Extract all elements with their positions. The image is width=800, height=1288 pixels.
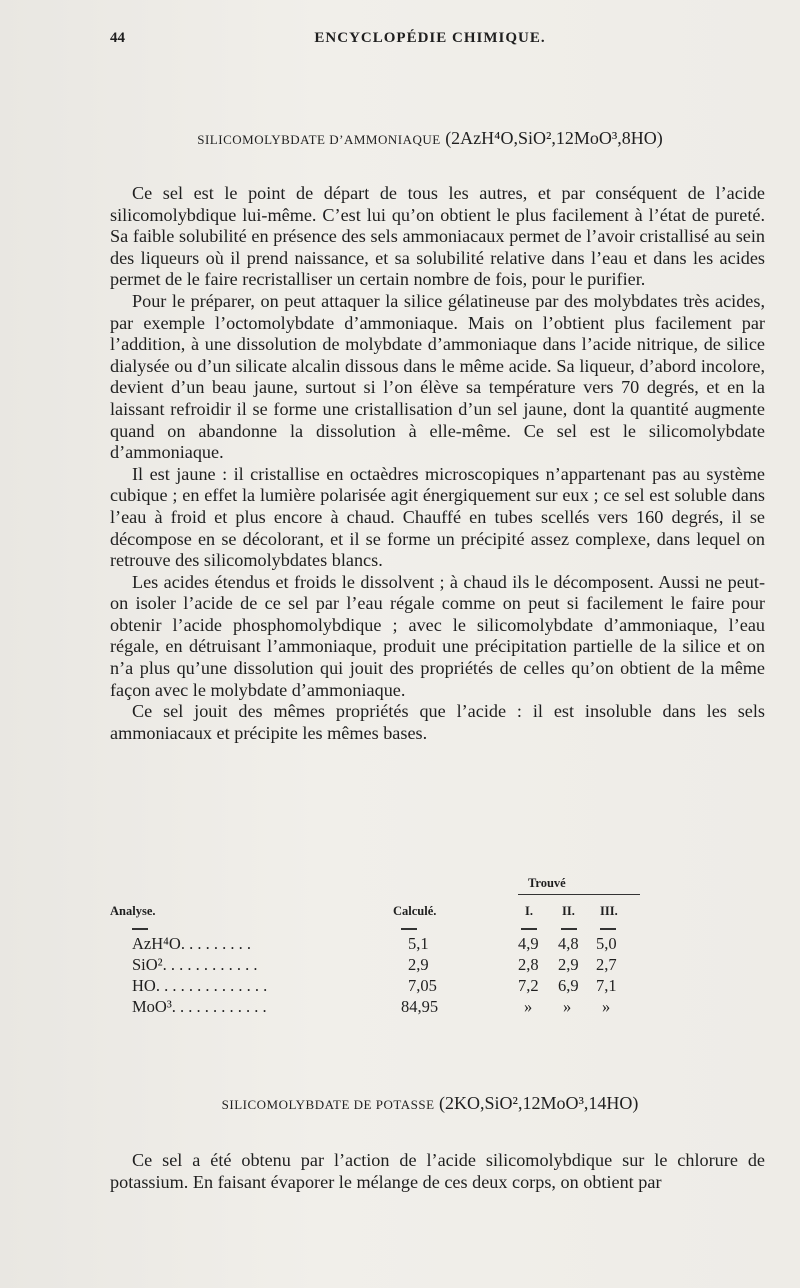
page-header xyxy=(110,30,750,52)
paragraph: Ce sel jouit des mêmes propriétés que l’acide : il est insoluble dans les sels ammoniacaux et précipite les mêmes bases. xyxy=(110,701,765,743)
row-label: SiO². . . . . . . . . . . . xyxy=(132,955,258,974)
header-rule xyxy=(521,928,537,930)
trial-2-value: 2,9 xyxy=(558,955,579,974)
trial-3-value: 5,0 xyxy=(596,934,617,953)
header-rule xyxy=(600,928,616,930)
paragraph: Ce sel est le point de départ de tous les autres, et par conséquent de l’acide silicomolybdique lui-même. C’est lui qu’on obtient le plus facilement à l’état de pureté. Sa faible solubilité en présence des sels ammoniacaux permet de l’avoir cristallisé au sein des liqueurs où il prend naissance, et sa solubilité relative dans l’eau et dans les acides permet de le faire recristalliser un certain nombre de fois, pour le purifier. xyxy=(110,183,765,290)
header-calcule: Calculé. xyxy=(393,904,437,918)
section-title-formula: (2AzH⁴O,SiO²,12MoO³,8HO) xyxy=(445,128,663,148)
row-label: MoO³. . . . . . . . . . . . xyxy=(132,997,267,1016)
paragraph: Pour le préparer, on peut attaquer la silice gélatineuse par des molybdates très acides, par exemple l’octomolybdate d’ammoniaque. Mais on l’obtient plus facilement par l’addition, à une dissolution de molybdate d’ammoniaque dans l’acide nitrique, de silice dialysée ou d’un silicate alcalin dissous dans le même acide. Sa liqueur, d’abord incolore, devient d’un beau jaune, surtout si l’on élève sa température vers 70 degrés, et en la laissant refroidir il se forme une cristallisation d’un sel jaune, dont la quantité augmente quand on abandonne la dissolution à elle-même. Ce sel est le silicomolybdate d’ammoniaque. xyxy=(110,290,765,463)
row-label: AzH⁴O. . . . . . . . . xyxy=(132,934,251,953)
trial-2-value: » xyxy=(563,997,572,1016)
header-trial-2: II. xyxy=(562,904,575,918)
trial-3-value: 7,1 xyxy=(596,976,617,995)
trial-1-value: 4,9 xyxy=(518,934,539,953)
analysis-table xyxy=(110,870,750,1020)
trial-3-value: » xyxy=(602,997,611,1016)
section-title-caps: SILICOMOLYBDATE DE POTASSE xyxy=(221,1097,435,1112)
page-number: 44 xyxy=(110,30,125,46)
trial-3-value: 2,7 xyxy=(596,955,617,974)
header-rule xyxy=(561,928,577,930)
paragraph: Il est jaune : il cristallise en octaèdres microscopiques n’appartenant pas au système cubique ; en effet la lumière polarisée agit énergiquement sur eux ; ce sel est soluble dans l’eau à froid et plus encore à chaud. Chauffé en tubes scellés vers 160 degrés, il se décompose en se décolorant, et il se forme un précipité assez complexe, dans lequel on retrouve des silicomolybdates blancs. xyxy=(110,463,765,571)
paragraph: Ce sel a été obtenu par l’action de l’acide silicomolybdique sur le chlorure de potassium. En faisant évaporer le mélange de ces deux corps, on obtient par xyxy=(110,1150,765,1192)
calc-value: 84,95 xyxy=(401,997,439,1016)
section-title-potasse xyxy=(110,1093,750,1114)
calc-value: 5,1 xyxy=(408,934,429,953)
header-rule xyxy=(132,928,148,930)
header-analyse: Analyse. xyxy=(110,904,156,918)
running-title: ENCYCLOPÉDIE CHIMIQUE. xyxy=(314,30,546,46)
section-title-caps: SILICOMOLYBDATE D’AMMONIAQUE xyxy=(197,132,441,147)
trial-2-value: 6,9 xyxy=(558,976,579,995)
header-trial-3: III. xyxy=(600,904,618,918)
header-trial-1: I. xyxy=(525,904,533,918)
header-rule xyxy=(401,928,417,930)
calc-value: 2,9 xyxy=(408,955,429,974)
trial-1-value: 7,2 xyxy=(518,976,539,995)
trial-1-value: » xyxy=(524,997,533,1016)
trial-1-value: 2,8 xyxy=(518,955,539,974)
calc-value: 7,05 xyxy=(408,976,437,995)
section-title-formula: (2KO,SiO²,12MoO³,14HO) xyxy=(439,1093,639,1113)
found-bracket xyxy=(518,894,640,895)
paragraph: Les acides étendus et froids le dissolvent ; à chaud ils le décomposent. Aussi ne peut-on isoler l’acide de ce sel par l’eau régale comme on peut si facilement le faire pour obtenir l’acide phosphomolybdique ; avec le silicomolybdate d’ammoniaque, l’eau régale, en détruisant l’ammoniaque, produit une précipitation partielle de la silice et on n’a plus qu’une dissolution qui jouit des propriétés de celles qu’on obtient de la même façon avec le molybdate d’ammoniaque. xyxy=(110,571,765,700)
trial-2-value: 4,8 xyxy=(558,934,579,953)
found-header: Trouvé xyxy=(528,876,566,890)
section-body-ammoniaque xyxy=(110,183,765,744)
section-body-potasse xyxy=(110,1150,765,1193)
row-label: HO. . . . . . . . . . . . . . xyxy=(132,976,268,995)
section-title-ammoniaque xyxy=(110,128,750,149)
